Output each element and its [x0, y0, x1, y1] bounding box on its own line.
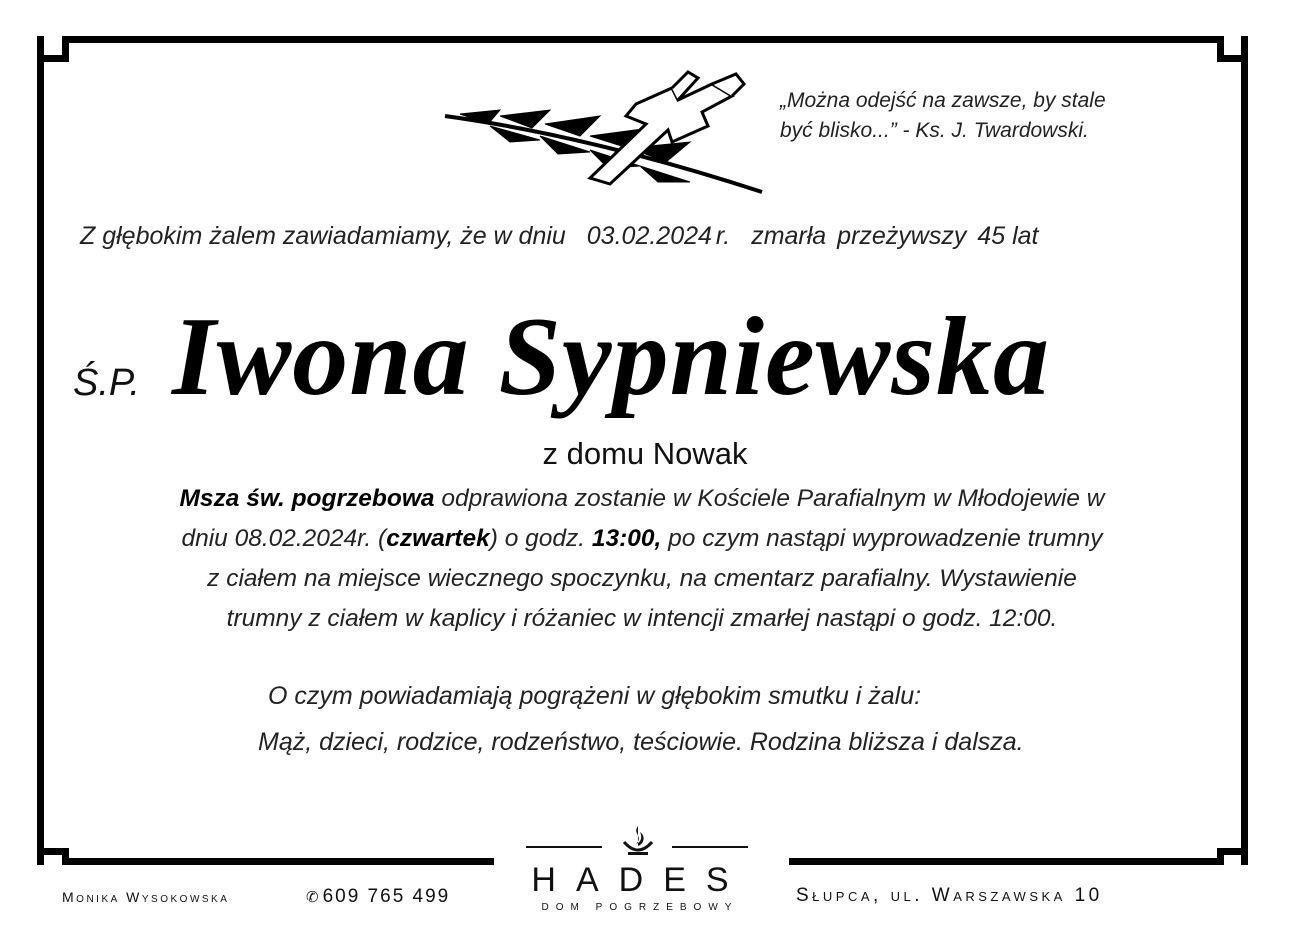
- mass-line-2-text: po czym nastąpi wyprowadzenie trumny: [661, 525, 1103, 552]
- mass-line-4: trumny z ciałem w kaplicy i różaniec w intencji zmarłej nastąpi o godz. 12:00.: [226, 605, 1058, 632]
- address: Słupca, ul. Warszawska 10: [796, 885, 1103, 906]
- mass-label: Msza św. pogrzebowa: [179, 485, 435, 512]
- mass-line-1: [72, 479, 1212, 519]
- logo-sub-text: DOM POGRZEBOWY: [541, 902, 739, 913]
- deceased-name: Iwona Sypniewska: [172, 295, 1050, 419]
- intro-line: [80, 222, 1220, 251]
- phone-text: 609 765 499: [322, 886, 451, 907]
- mass-weekday: czwartek: [386, 525, 490, 552]
- mass-line-1-text: odprawiona zostanie w Kościele Parafialnym w Młodojewie w: [434, 485, 1105, 512]
- mass-line-2: [72, 519, 1212, 559]
- date-suffix: r.: [715, 222, 731, 250]
- logo-main-text: HADES: [531, 861, 749, 899]
- mourners-line: Mąż, dzieci, rodzice, rodzeństwo, teściowie. Rodzina bliższa i dalsza.: [258, 728, 1024, 756]
- phone-icon: ✆: [306, 889, 321, 906]
- maiden-name: z domu Nowak: [542, 436, 748, 471]
- mass-line-2-mid: ) o godz.: [489, 525, 592, 552]
- death-date: 03.02.2024: [586, 222, 712, 250]
- mass-time: 13:00,: [591, 525, 662, 552]
- phone-number: [306, 886, 450, 908]
- quote-line-2: być blisko...” - Ks. J. Twardowski.: [780, 119, 1089, 142]
- intro-text: Z głębokim żalem zawiadamiamy, że w dniu: [80, 222, 566, 250]
- mass-date: dniu 08.02.2024r. (: [181, 525, 387, 552]
- flame-icon: [618, 824, 658, 858]
- sp-prefix: Ś.P.: [73, 362, 140, 404]
- quote: [780, 86, 1200, 146]
- age-value: 45 lat: [977, 222, 1039, 250]
- died-word: zmarła: [751, 222, 827, 250]
- contact-name: Monika Wysokowska: [62, 889, 230, 905]
- notify-line: O czym powiadamiają pogrążeni w głębokim smutku i żalu:: [268, 682, 922, 710]
- age-text: przeżywszy: [837, 222, 967, 250]
- funeral-mass-info: [72, 479, 1212, 639]
- cross-palm-icon: [440, 66, 780, 196]
- quote-line-1: „Można odejść na zawsze, by stale: [780, 89, 1106, 112]
- mass-line-3: z ciałem na miejsce wiecznego spoczynku, na cmentarz parafialny. Wystawienie: [207, 565, 1077, 592]
